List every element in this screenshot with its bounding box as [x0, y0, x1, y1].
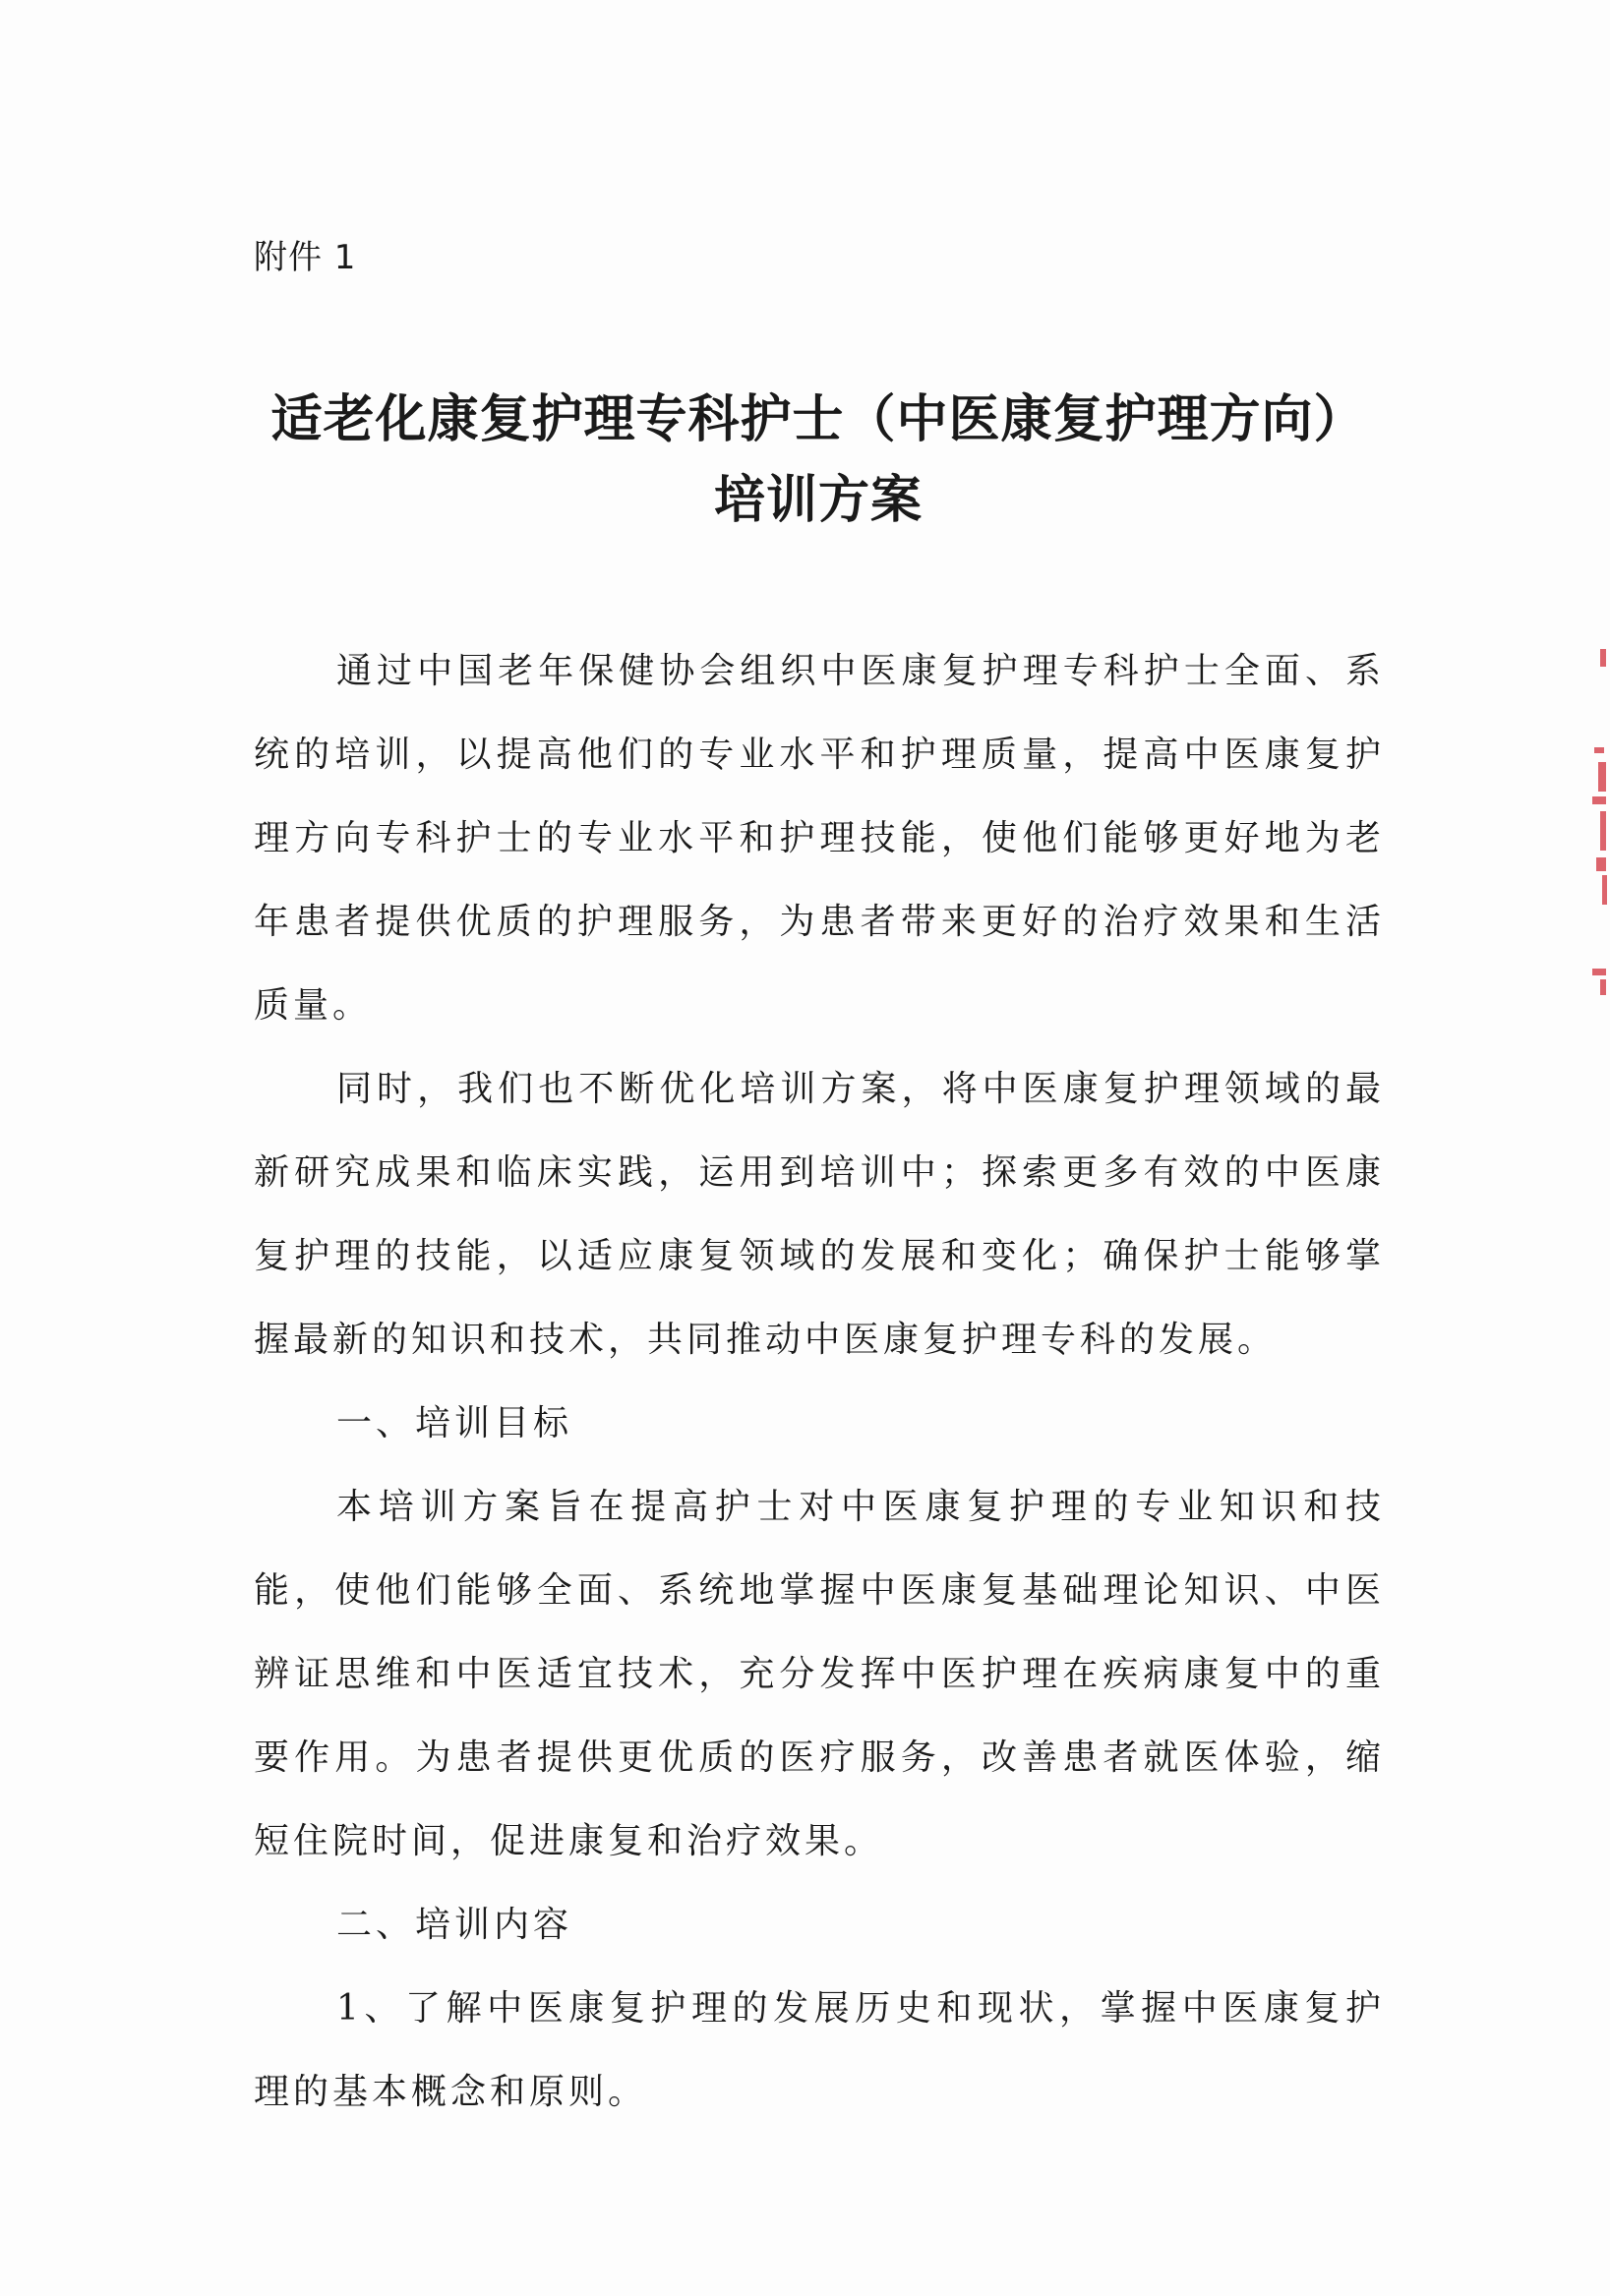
section1-heading: 一、培训目标 [336, 1403, 573, 1443]
section2-heading: 二、培训内容 [336, 1905, 573, 1945]
document-title-line2: 培训方案 [713, 471, 923, 530]
document-title-line1: 适老化康复护理专科护士（中医康复护理方向） [270, 390, 1366, 449]
section1-paragraph: 本培训方案旨在提高护士对中医康复护理的专业知识和技能，使他们能够全面、系统地掌握中医康复基础理论知识、中医辨证思维和中医适宜技术，充分发挥中医护理在疾病康复中的重要作用。为患者提供更优质的医疗服务，改善患者就医体验，缩短住院时间，促进康复和治疗效果。 [254, 1487, 1385, 1861]
document-body [254, 629, 1385, 2134]
intro-paragraph-2: 同时，我们也不断优化培训方案，将中医康复护理领域的最新研究成果和临床实践，运用到培训中；探索更多有效的中医康复护理的技能，以适应康复领域的发展和变化；确保护士能够掌握最新的知识和技术，共同推动中医康复护理专科的发展。 [254, 1069, 1385, 1360]
section2-item-1: 1、了解中医康复护理的发展历史和现状，掌握中医康复护理的基本概念和原则。 [254, 1988, 1385, 2112]
attachment-label: 附件 1 [254, 238, 357, 277]
intro-paragraph-1: 通过中国老年保健协会组织中医康复护理专科护士全面、系统的培训，以提高他们的专业水平和护理质量，提高中医康复护理方向专科护士的专业水平和护理技能，使他们能够更好地为老年患者提供优质的护理服务，为患者带来更好的治疗效果和生活质量。 [254, 651, 1385, 1026]
red-seal-fragment-icon [1580, 629, 1610, 1003]
